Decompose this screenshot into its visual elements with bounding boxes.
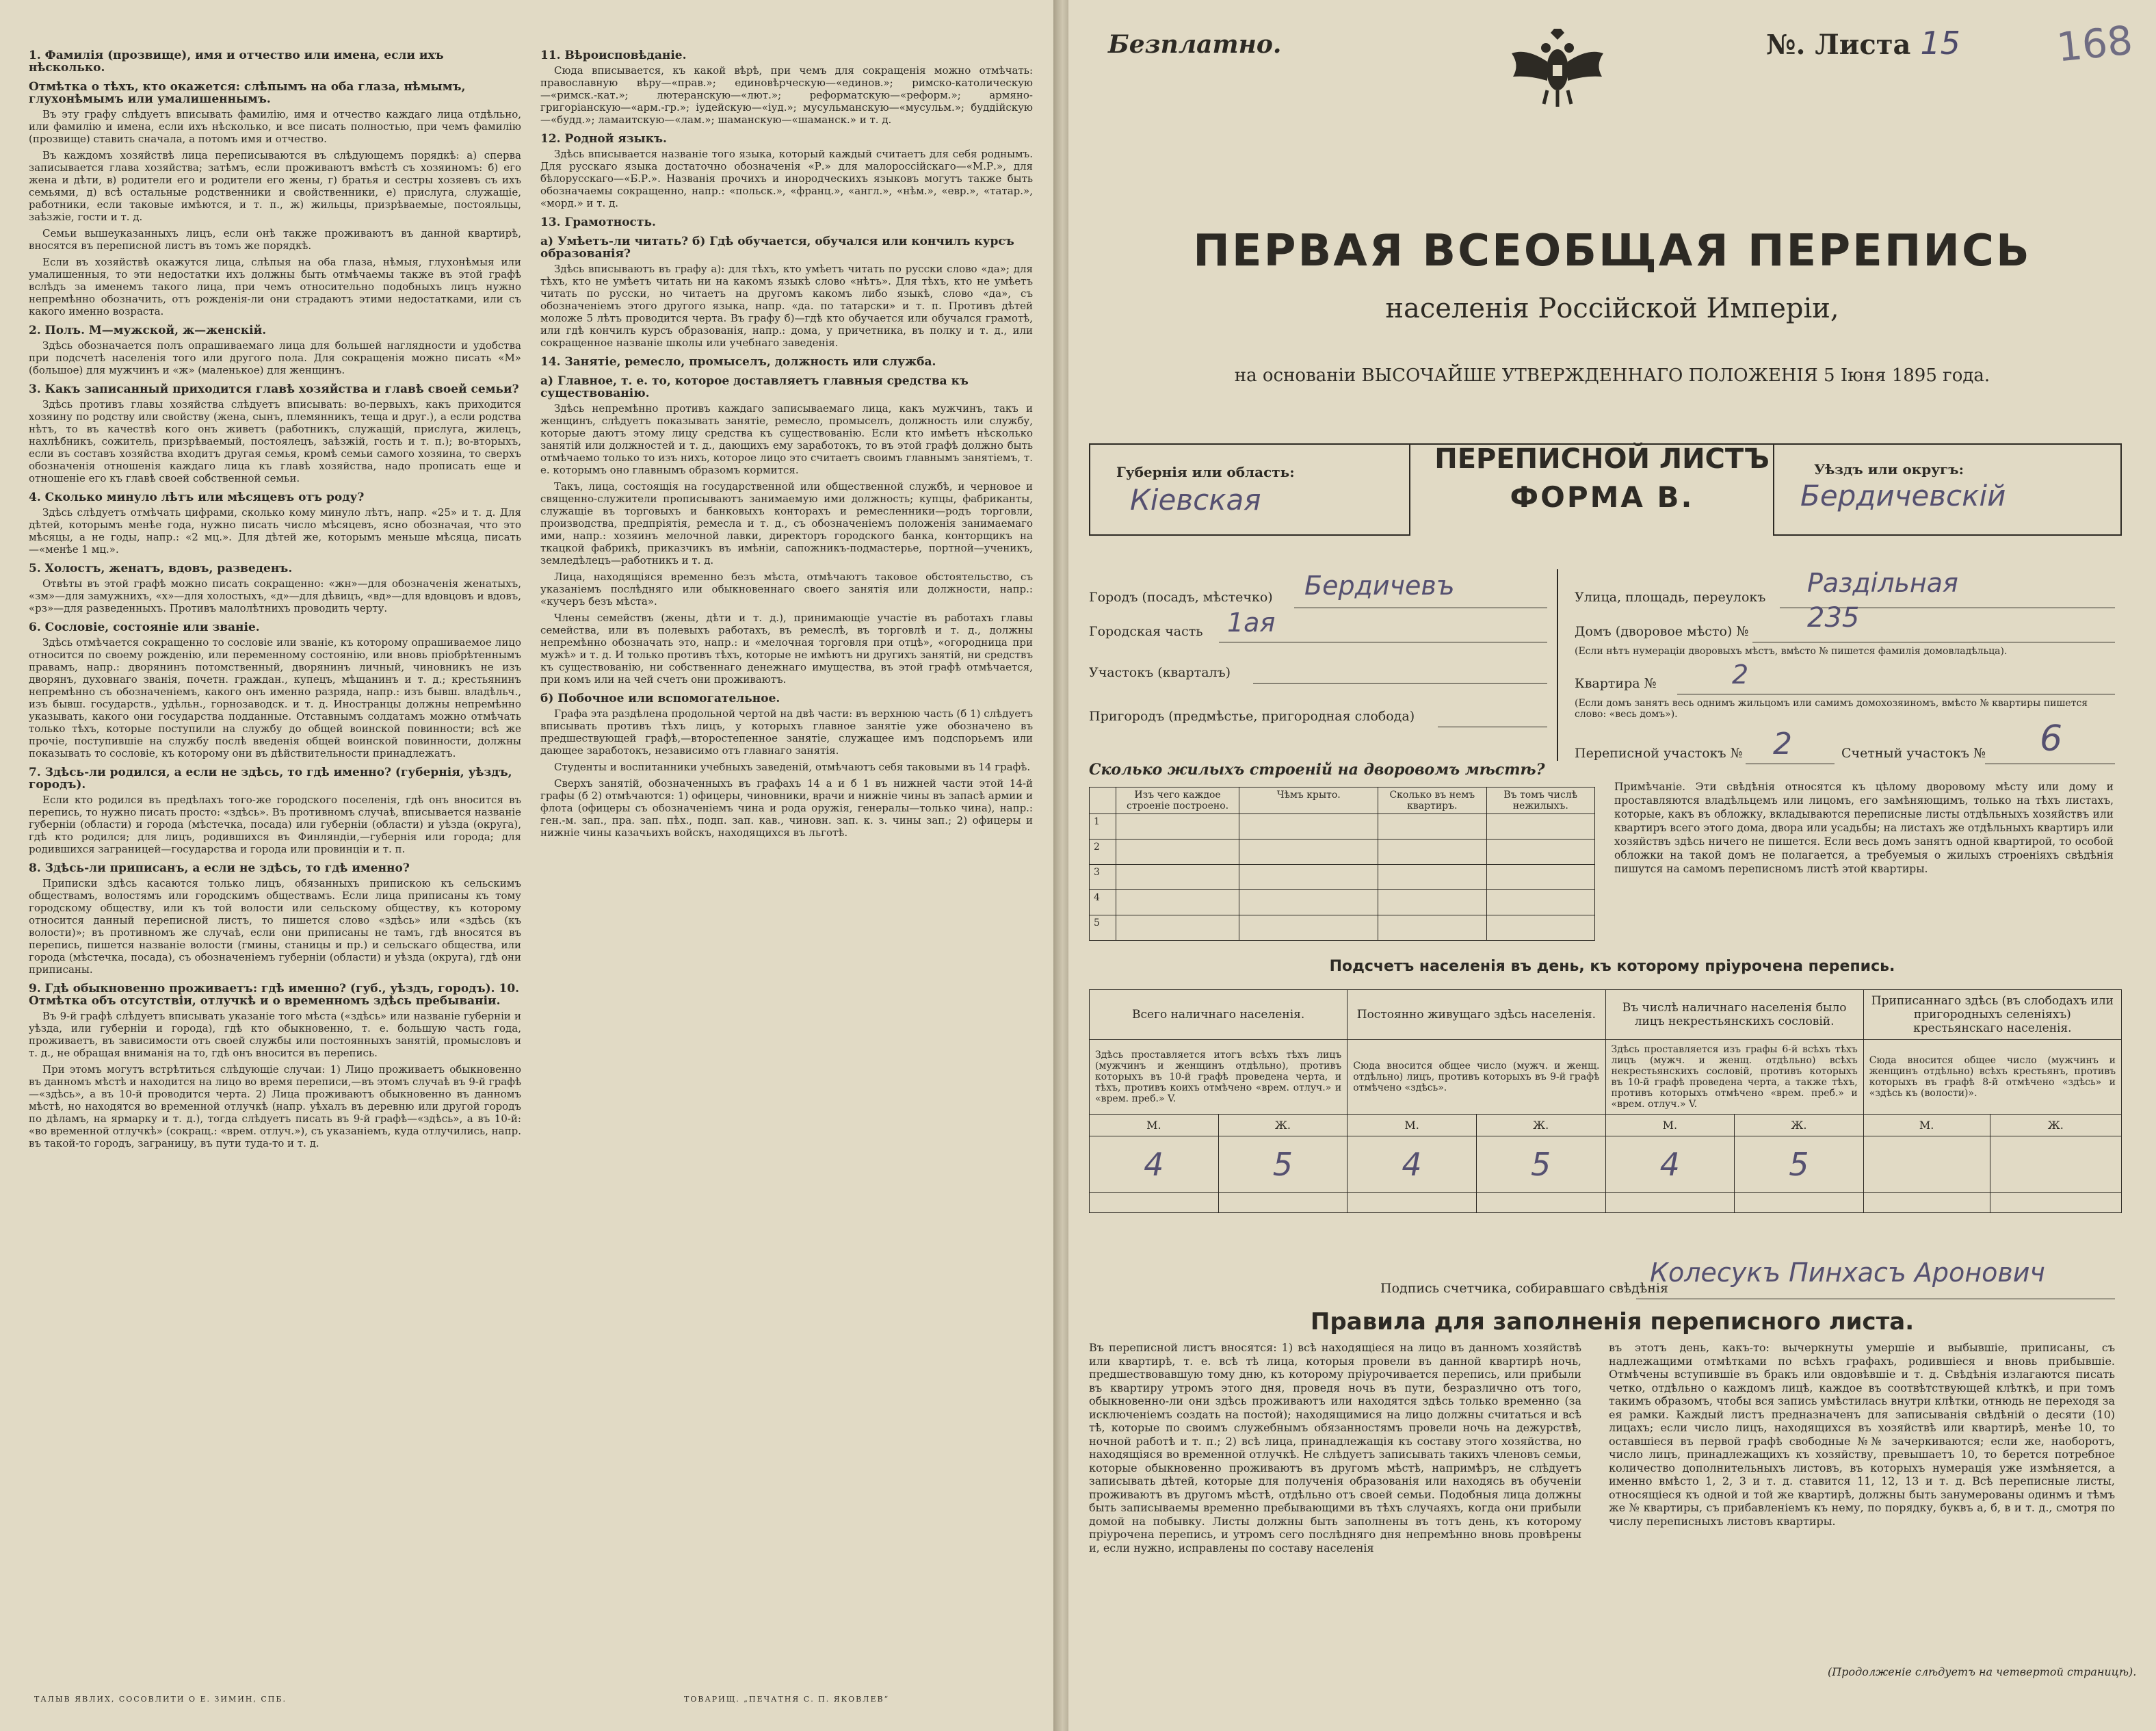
enumerator-signature: Колесукъ Пинхасъ Аронович — [1650, 1258, 2045, 1288]
instruction-heading: Отмѣтка о тѣхъ, кто окажется: слѣпымъ на оба глаза, нѣмымъ, глухонѣмымъ или умалишеннымъ. — [29, 80, 466, 106]
instruction-heading: 6. Сословіе, состояніе или званіе. — [29, 621, 260, 634]
col-female: Ж. — [1735, 1115, 1864, 1136]
sheet-number-value: 15 — [1920, 25, 1960, 62]
instructions-column-2 — [540, 42, 1033, 843]
instruction-paragraph: Студенты и воспитанники учебныхъ заведеній, отмѣчаютъ себя таковыми въ 14 графѣ. — [554, 761, 1031, 773]
col-male: М. — [1863, 1115, 1990, 1136]
chast-value: 1ая — [1227, 608, 1276, 638]
primechanie-note: Примѣчаніе. Эти свѣдѣнія относятся къ цѣлому дворовому мѣсту или дому и проставляются владѣльцемъ или лицомъ, его замѣняющимъ, только на тѣхъ листахъ, которые, какъ въ обложку, вкладываются переписные листы отдѣльныхъ хозяйствъ или квартиръ всего этого дома, двора или усадьбы; на листахъ же отдѣльныхъ квартиръ или хозяйствъ здѣсь ничего не пишется. Если весь домъ занятъ одной квартирой, то особой обложки на такой домъ не полагается, а требуемыя о жилыхъ строеніяхъ свѣдѣнія пишутся на самомъ переписномъ листѣ этой квартиры. — [1614, 781, 2114, 875]
form-title: ПЕРЕПИСНОЙ ЛИСТЪ — [1434, 443, 1770, 475]
instruction-paragraph: Въ 9-й графѣ слѣдуетъ вписывать указаніе того мѣста («здѣсь» или названіе губерніи и уѣзда, или губерніи и города), гдѣ кто обыкновенно, т. е. большую часть года, проживаетъ, въ зависимости отъ своей службы или постоянныхъ занятій, промысловъ и т. д., не обращая вниманія на то, гдѣ онъ вносится въ перепись. — [29, 1010, 521, 1059]
table-row: 1 — [1090, 814, 1595, 840]
kvartira-note: (Если домъ занятъ весь однимъ жильцомъ или самимъ домохозяиномъ, вмѣсто № квартиры пишется слово: «весь домъ»). — [1575, 698, 2088, 720]
instruction-paragraph: Здѣсь вписывается названіе того языка, который каждый считаетъ для себя роднымъ. Для русскаго языка достаточно обозначенія «Р.» для малороссійскаго—«М.Р.», для бѣлорусскаго—«Б.Р.». Названія прочихъ и инородческихъ языковъ могутъ также быть обозначаемы сокращенно, напр.: «польск.», «франц.», «англ.», «нѣм.», «евр.», «татар.», «морд.» и т. д. — [540, 148, 1033, 209]
guberniya-value: Кіевская — [1130, 483, 1261, 517]
printer-imprint-1: ТАЛЫВ ЯВЛИХ, СОСОВЛИТИ О Е. ЗИМИН, СПБ. — [34, 1695, 287, 1704]
count-permanent-female: 5 — [1476, 1136, 1605, 1193]
schet-uchastok-label: Счетный участокъ № — [1841, 746, 1986, 761]
chast-label: Городская часть — [1089, 624, 1203, 639]
gorod-label: Городъ (посадъ, мѣстечко) — [1089, 590, 1273, 605]
double-headed-eagle-emblem — [1506, 27, 1609, 109]
ulica-value: Раздільная — [1807, 568, 1958, 598]
continuation-note: (Продолженіе слѣдуетъ на четвертой страницѣ). — [1828, 1665, 2137, 1678]
table-row: 2 — [1090, 840, 1595, 865]
count-permanent-male: 4 — [1348, 1136, 1477, 1193]
stroenia-question: Сколько жилыхъ строеній на дворовомъ мѣстѣ? — [1089, 761, 1545, 779]
instruction-paragraph: Сверхъ занятій, обозначенныхъ въ графахъ 14 а и б 1 въ нижней части этой 14-й графы (б 2) отмѣчаются: 1) офицеры, чиновники, врачи и нижніе чины въ запасѣ армии и флота (офицеры съ обозначеніемъ чина и рода оружія, генералы—только чина), напр.: ген.-м. зап., пра. зап. пѣх., подп. зап. кав., чиновн. зап. к. з. чины зап.; 2) офицеры и нижніе чины казачьихъ войскъ, находящихся въ льготѣ. — [540, 777, 1033, 839]
gorod-value: Бердичевъ — [1304, 571, 1455, 601]
instruction-heading: 2. Полъ. М—мужской, ж—женскій. — [29, 324, 267, 337]
instruction-paragraph: Здѣсь обозначается полъ опрашиваемаго лица для большей наглядности и удобства при подсчетѣ населенія того или другого пола. Для сокращенія можно писать «М» (большое) для мужчинъ и «ж» (маленькое) для женщинъ. — [29, 339, 521, 376]
count-nonpeasant-male: 4 — [1605, 1136, 1735, 1193]
instruction-heading: 3. Какъ записанный приходится главѣ хозяйства и главѣ своей семьи? — [29, 382, 519, 396]
instruction-paragraph: Приписки здѣсь касаются только лицъ, обязанныхъ припискою къ сельскимъ обществамъ, волостямъ или городскимъ обществамъ. Если лица приписаны къ тому городскому обществу, или къ той волости или сельскому обществу, къ которому относится данный переписной листъ, то пишется слово «здѣсь» или «здѣсь (къ волости)»; въ противномъ же случаѣ, если они приписаны не тамъ, гдѣ вносятся въ перепись, пишется названіе волости (гмины, станицы и пр.) и сельскаго общества, или города (мѣстечка, посада), съ обозначеніемъ губерніи (области) и уѣзда (округа), гдѣ они приписаны. — [29, 877, 521, 976]
count-total-female: 5 — [1218, 1136, 1348, 1193]
instruction-paragraph: Здѣсь противъ главы хозяйства слѣдуетъ вписывать: во-первыхъ, какъ приходится хозяину по родству или свойству (жена, сынъ, племянникъ, теща и друг.), а если родства нѣтъ, то въ качествѣ кого онъ живетъ (работникъ, служащій, прислуга, жилецъ, нахлѣбникъ, сожитель, призрѣваемый, постоялецъ, заѣзжій, гость и т. п.); во-вторыхъ, если въ составъ хозяйства входитъ другая семья, кромѣ семьи самого хозяина, то сверхъ обозначенія отношенія каждаго лица къ главѣ хозяйства, надо прописать еще и отношеніе его къ главѣ своей собственной семьи. — [29, 398, 521, 484]
table-row: 4 — [1090, 890, 1595, 915]
buildings-table — [1089, 787, 1595, 941]
instruction-heading: 4. Сколько минуло лѣтъ или мѣсяцевъ отъ роду? — [29, 491, 365, 504]
count-peasant-female — [1990, 1136, 2121, 1193]
printer-imprint-2: ТОВАРИЩ. „ПЕЧАТНЯ С. П. ЯКОВЛЕВ“ — [684, 1695, 890, 1704]
dom-label: Домъ (дворовое мѣсто) № — [1575, 624, 1749, 639]
col-male: М. — [1090, 1115, 1219, 1136]
count-peasant-male — [1863, 1136, 1990, 1193]
population-count-table — [1089, 989, 2122, 1213]
instruction-paragraph: Здѣсь слѣдуетъ отмѣчать цифрами, сколько кому минуло лѣтъ, напр. «25» и т. д. Для дѣтей, которымъ менѣе года, нужно писать число мѣсяцевъ, ясно обозначая, что это мѣсяцы, а не годы, напр.: «2 мц.». Для дѣтей же, которымъ меньше мѣсяца, писать—«менѣе 1 мц.». — [29, 506, 521, 556]
buildings-col-nonresidential: Въ томъ числѣ нежилыхъ. — [1486, 788, 1594, 814]
instruction-paragraph: Здѣсь вписываютъ въ графу а): для тѣхъ, кто умѣетъ читать по русски слово «да»; для тѣхъ, кто не умѣетъ читать ни на какомъ языкѣ слово «нѣтъ». Для тѣхъ, кто не умѣетъ читать по русски, но читаетъ на другомъ какомъ либо языкѣ, слово «да», съ обозначеніемъ этого другого языка, напр. «да. по татарски» и т. п. Противъ дѣтей моложе 5 лѣтъ проводится черта. Въ графу б)—гдѣ кто обучается или обучался грамотѣ, или гдѣ кончилъ курсъ образованія, напр.: дома, у причетника, въ полку и т. д., или сокращенное названіе школы или учебнаго заведенія. — [540, 263, 1033, 349]
count-total-male: 4 — [1090, 1136, 1219, 1193]
col-female: Ж. — [1476, 1115, 1605, 1136]
instruction-heading: 9. Гдѣ обыкновенно проживаетъ: гдѣ именно? (губ., уѣздъ, городъ). 10. Отмѣтка объ отсутствіи, отлучкѣ и о временномъ здѣсь пребываніи. — [29, 982, 520, 1008]
table-row: 5 — [1090, 915, 1595, 941]
ulica-label: Улица, площадь, переулокъ — [1575, 590, 1766, 605]
count-col-total: Всего наличнаго населенія. — [1090, 990, 1348, 1040]
instruction-heading: б) Побочное или вспомогательное. — [540, 692, 780, 705]
census-title: ПЕРВАЯ ВСЕОБЩАЯ ПЕРЕПИСЬ — [1193, 226, 2032, 276]
instruction-paragraph: Отвѣты въ этой графѣ можно писать сокращенно: «жн»—для обозначенія женатыхъ, «зм»—для замужнихъ, «х»—для холостыхъ, «д»—для дѣвицъ, «вд»—для вдовцовъ и вдовъ, «рз»—для разведенныхъ. Противъ малолѣтнихъ проводить черту. — [29, 577, 521, 614]
count-note-total: Здѣсь проставляется итогъ всѣхъ тѣхъ лицъ (мужчинъ и женщинъ отдѣльно), противъ которыхъ въ 10-й графѣ проведена черта, и тѣхъ, противъ коихъ отмѣчено «врем. отлуч.» и «врем. преб.» V. — [1090, 1040, 1348, 1115]
count-col-nonpeasant: Въ числѣ наличнаго населенія было лицъ некрестьянскихъ сословій. — [1605, 990, 1863, 1040]
count-note-peasant: Сюда вносится общее число (мужчинъ и женщинъ отдѣльно) всѣхъ крестьянъ, противъ которыхъ въ графѣ 8-й отмѣчено «здѣсь» и «здѣсь къ (волости)». — [1863, 1040, 2121, 1115]
instruction-heading: 5. Холостъ, женатъ, вдовъ, разведенъ. — [29, 562, 293, 575]
instructions-column-1 — [29, 42, 521, 1154]
guberniya-label: Губернія или область: — [1116, 464, 1295, 480]
instruction-paragraph: Если въ хозяйствѣ окажутся лица, слѣпыя на оба глаза, нѣмыя, глухонѣмыя или умалишенныя, то эти недостатки ихъ должны быть отмѣчаемы также въ этой графѣ вслѣдъ за именемъ такого лица, при чемъ относительно подобныхъ лицъ нужно непремѣнно обозначить, отъ рожденія-ли они страдаютъ этими недостатками, или съ какого именно возраста. — [29, 256, 521, 317]
instruction-heading: 7. Здѣсь-ли родился, а если не здѣсь, то гдѣ именно? (губернія, уѣздъ, городъ). — [29, 766, 512, 792]
count-note-nonpeasant: Здѣсь проставляется изъ графы 6-й всѣхъ тѣхъ лицъ (мужч. и женщ. отдѣльно) всѣхъ некрестьянскихъ сословій, противъ которыхъ въ 10-й графѣ проведена черта, а также тѣхъ, противъ которыхъ отмѣчено «врем. преб.» и «врем. отлуч.» V. — [1605, 1040, 1863, 1115]
instruction-paragraph: Графа эта раздѣлена продольной чертой на двѣ части: въ верхнюю часть (б 1) слѣдуетъ вписывать противъ тѣхъ лицъ, у которыхъ главное занятіе уже обозначено въ предшествующей графѣ,—второстепенное занятіе, служащее имъ подспорьемъ или дающее заработокъ, независимо отъ главнаго занятія. — [540, 707, 1034, 757]
col-male: М. — [1348, 1115, 1477, 1136]
count-note-permanent: Сюда вносится общее число (мужч. и женщ. отдѣльно) лицъ, противъ которыхъ въ 9-й графѣ отмѣчено «здѣсь». — [1348, 1040, 1605, 1115]
census-legal-basis: на основаніи ВЫСОЧАЙШЕ УТВЕРЖДЕННАГО ПОЛОЖЕНІЯ 5 Іюня 1895 года. — [1234, 365, 1990, 386]
census-form-page — [1068, 0, 2156, 1731]
perep-uchastok-value: 2 — [1773, 727, 1792, 762]
dom-note: (Если нѣтъ нумераціи дворовыхъ мѣстъ, вмѣсто № пишется фамилія домовладѣльца). — [1575, 646, 2008, 657]
instruction-paragraph: Если кто родился въ предѣлахъ того-же городского поселенія, гдѣ онъ вносится въ перепись, то нужно писать просто: «здѣсь». Въ противномъ случаѣ, вписывается названіе губерніи (области) и города (мѣстечка, посада) или губерніи (области) и уѣзда (округа), гдѣ кто родился; для лицъ, родившихся въ Финляндіи,—губернія или города; для родившихся заграницей—государства и города или провинціи и т. п. — [29, 794, 521, 855]
instruction-paragraph: Въ каждомъ хозяйствѣ лица переписываются въ слѣдующемъ порядкѣ: а) сперва записывается глава хозяйства; затѣмъ, если проживаютъ вмѣстѣ съ хозяиномъ: б) его жена и дѣти, в) родители его и родители его жены, г) братья и сестры хозяевъ съ ихъ семьями, д) всѣ остальные родственники и свойственники, е) прислуга, служащіе, работники, если таковые имѣются, и т. п., ж) жильцы, призрѣваемые, постояльцы, заѣзжіе, гости и т. д. — [29, 149, 521, 223]
instruction-paragraph: При этомъ могутъ встрѣтиться слѣдующіе случаи: 1) Лицо проживаетъ обыкновенно въ данномъ мѣстѣ и находится на лицо во время переписи,—въ этомъ случаѣ въ 9-й графѣ—«здѣсь», а въ 10-й проводится черта. 2) Лица проживаютъ обыкновенно въ данномъ мѣстѣ, но находятся во временной отлучкѣ (напр. уѣхалъ въ деревню или другой городъ по дѣламъ, на ярмарку и т. д.), тогда слѣдуетъ писать въ 9-й графѣ—«здѣсь», а въ 10-й: «во временной отлучкѣ» (сокращ.: «врем. отлуч.»), съ указаніемъ, куда отлучились, напр. въ такой-то городъ, заграницу, въ пути туда-то и т. д. — [29, 1063, 521, 1149]
sheet-number-label: №. Листа — [1766, 29, 1911, 61]
instruction-paragraph: Здѣсь отмѣчается сокращенно то сословіе или званіе, къ которому опрашиваемое лицо относится по своему рожденію, или переменному состоянію, или вновь пріобрѣтеннымъ правамъ, напр.: дворянинъ потомственный, дворянинъ личный, чиновникъ не изъ дворянъ, духовнаго званія, почетн. граждан., купецъ, мѣщанинъ и т. д.; крестьянинъ непремѣнно съ обозначеніемъ, какого онъ именно разряда, напр.: изъ бывш. владѣльч., изъ бывш. государств., удѣльн., горнозаводск. и т. д. Иностранцы должны непремѣнно указывать, какого они государства подданные. Отставнымъ солдатамъ можно отмѣчать только тѣхъ, которые поступили на службу до общей воинской повинности; всѣ же прочіе, поступившіе на службу послѣ введенія общей воинской повинности, должны показывать то сословіе, къ которому они въ дѣйствительности принадлежатъ. — [29, 636, 521, 759]
dom-value: 235 — [1807, 602, 1860, 634]
kvartira-label: Квартира № — [1575, 676, 1657, 691]
col-male: М. — [1605, 1115, 1735, 1136]
instruction-paragraph: Лица, находящіяся временно безъ мѣста, отмѣчаютъ таковое обстоятельство, съ указаніемъ послѣдняго или обыкновеннаго своего занятія или должности, напр.: «кучеръ безъ мѣста». — [540, 571, 1033, 608]
count-nonpeasant-female: 5 — [1735, 1136, 1864, 1193]
instruction-heading: 13. Грамотность. — [540, 216, 656, 229]
instruction-heading: 12. Родной языкъ. — [540, 132, 667, 146]
instruction-paragraph: Въ эту графу слѣдуетъ вписывать фамилію, имя и отчество каждаго лица отдѣльно, или фамилію и имена, если ихъ нѣсколько, и все писать полностью, при чемъ фамилію (прозвище) ставить сначала, а потомъ имя и отчество. — [29, 108, 521, 145]
census-subtitle: населенія Россійской Имперіи, — [1385, 293, 1839, 324]
table-row: 3 — [1090, 865, 1595, 890]
buildings-header-row — [1090, 788, 1595, 814]
podschet-title: Подсчетъ населенія въ день, къ которому пріурочена перепись. — [1329, 958, 1895, 975]
sheet-number — [1766, 25, 1960, 62]
buildings-col-apartments: Сколько въ немъ квартиръ. — [1378, 788, 1486, 814]
instruction-heading: 14. Занятіе, ремесло, промыселъ, должность или служба. — [540, 355, 936, 369]
col-female: Ж. — [1218, 1115, 1348, 1136]
signature-label: Подпись счетчика, собиравшаго свѣдѣнія — [1380, 1281, 1668, 1296]
instruction-heading: 11. Вѣроисповѣданіе. — [540, 49, 687, 62]
rules-column-1: Въ переписной листъ вносятся: 1) всѣ находящіеся на лицо въ данномъ хозяйствѣ или квартирѣ, т. е. всѣ тѣ лица, которыя провели въ данной квартирѣ ночь, предшествовавшую тому дню, къ которому пріурочивается перепись, или прибыли въ квартиру утромъ этого дня, проведя ночь въ пути, безразлично отъ того, обыкновенно-ли они здѣсь проживаютъ или находятся здѣсь только временно (за исключеніемъ создать на постой); находящимися на лицо должны считаться и всѣ тѣ, которые по своимъ служебнымъ обязанностямъ провели ночь на дежурствѣ, ночной работѣ и т. п.; 2) всѣ лица, принадлежащія къ составу этого хозяйства, но находящіяся во временной отлучкѣ. Не слѣдуетъ записывать такихъ членовъ семьи, которые обыкновенно проживаютъ въ другомъ мѣстѣ, напримѣръ, не слѣдуетъ записывать дѣтей, которые для полученія образованія или находясь въ обученіи проживаютъ въ другомъ мѣстѣ, отдѣльно отъ своей семьи. Подобныя лица должны быть записываемы временно пребывающими въ тѣхъ случаяхъ, когда они прибыли домой на побывку. Листы должны быть заполнены въ тотъ день, къ которому пріурочена перепись, и утромъ сего послѣдняго дня непремѣнно вновь провѣрены и, если нужно, исправлены по составу населенія — [1089, 1341, 1581, 1554]
uezd-label: Уѣздъ или округъ: — [1814, 461, 1964, 478]
free-label: Безплатно. — [1108, 30, 1282, 59]
buildings-col-material: Изъ чего каждое строеніе построено. — [1116, 788, 1239, 814]
schet-uchastok-value: 6 — [2040, 718, 2063, 759]
kvartira-value: 2 — [1732, 660, 1749, 690]
count-col-peasant: Приписаннаго здѣсь (въ слободахъ или пригородныхъ селеніяхъ) крестьянскаго населенія. — [1863, 990, 2121, 1040]
uezd-value: Бердичевскій — [1800, 479, 2006, 512]
instruction-heading: 8. Здѣсь-ли приписанъ, а если не здѣсь, то гдѣ именно? — [29, 861, 410, 875]
col-female: Ж. — [1990, 1115, 2121, 1136]
address-divider — [1557, 569, 1558, 761]
prigorod-label: Пригородъ (предмѣстье, пригородная слобода) — [1089, 709, 1415, 724]
instruction-heading: а) Умѣетъ-ли читать? б) Гдѣ обучается, обучался или кончилъ курсъ образованія? — [540, 235, 1014, 261]
rules-column-2: въ этотъ день, какъ-то: вычеркнуты умершіе и выбывшіе, приписаны, съ надлежащими отмѣтками по всѣхъ графахъ, родившіеся и вновь прибывшіе. Отмѣчены вступившіе въ бракъ или овдовѣвшіе и т. д. Свѣдѣнія излагаются писать четко, отдѣльно о каждомъ лицѣ, каждое въ соотвѣтствующей клѣткѣ, и при томъ такимъ образомъ, чтобы вся запись умѣстилась внутри клѣтки, отнюдь не переходя за ея рамки. Каждый листъ предназначенъ для записыванія свѣдѣній о десяти (10) лицахъ; если число лицъ, находящихся въ хозяйствѣ или квартирѣ, менѣе 10, то оставшіеся въ первой графѣ свободные №№ зачеркиваются; если же, наоборотъ, число лицъ, принадлежащихъ къ хозяйству, превышаетъ 10, то берется потребное количество дополнительныхъ листовъ, въ которыхъ нумерація уже измѣняется, а именно вмѣсто 1, 2, 3 и т. д. ставится 11, 12, 13 и т. д. Всѣ переписные листы, относящіеся къ одной и той же квартирѣ, должны быть занумерованы одинмъ и тѣмъ же № квартиры, съ прибавленіемъ къ нему, по порядку, буквъ а, б, в и т. д., смотря по числу переписныхъ листовъ квартиры. — [1609, 1341, 2115, 1528]
instruction-paragraph: Сюда вписывается, къ какой вѣрѣ, при чемъ для сокращенія можно отмѣчать: православную вѣру—«прав.»; единовѣрческую—«единов.»; римско-католическую—«римск.-кат.»; лютеранскую—«лют.»; реформатскую—«реформ.»; армяно-григоріанскую—«арм.-гр.»; іудейскую—«іуд.»; мусульманскую—«мусульм.»; буддійскую—«будд.»; ламаитскую—«лам.»; шаманскую—«шаманск.» и т. д. — [540, 64, 1033, 126]
instruction-heading: 1. Фамилія (прозвище), имя и отчество или имена, если ихъ нѣсколько. — [29, 49, 444, 75]
instruction-paragraph: Такъ, лица, состоящія на государственной или общественной службѣ, и черновое и священно-служители прописываютъ занимаемую ими должность; купцы, фабриканты, служащіе въ торговыхъ и банковыхъ конторахъ и ремесленники—родъ торговли, производства, предпріятія, ремесла и т. д., съ обозначеніемъ положенія занимаемаго ими, напр.: хозяинъ мелочной лавки, директоръ городского банка, конторщикъ на ткацкой фабрикѣ, приказчикъ въ имѣніи, сапожникъ-подмастерье, портной—ученикъ, земледѣлецъ—работникъ и т. д. — [540, 480, 1033, 567]
rules-title: Правила для заполненія переписного листа. — [1310, 1308, 1915, 1336]
left-page-instructions — [0, 0, 1059, 1731]
instruction-heading: а) Главное, т. е. то, которое доставляетъ главныя средства къ существованію. — [540, 374, 969, 400]
buildings-col-roof: Чѣмъ крыто. — [1239, 788, 1378, 814]
instruction-paragraph: Члены семействъ (жены, дѣти и т. д.), принимающіе участіе въ работахъ главы семейства, или въ полевыхъ работахъ, въ ремеслѣ, въ торговлѣ и т. д., должны непремѣнно обозначать это, напр.: и «мелочная торговля при отцѣ», «огородница при мужѣ» и т. д. И только противъ тѣхъ, которые не имѣютъ ни другихъ занятій, ни средствъ къ существованію, ни собственнаго денежнаго имущества, въ этой графѣ отмѣчается, при комъ или на чей счетъ они проживаютъ. — [540, 612, 1033, 686]
count-col-permanent: Постоянно живущаго здѣсь населенія. — [1348, 990, 1605, 1040]
archive-page-number: 168 — [2054, 16, 2135, 71]
uchastok-label: Участокъ (кварталъ) — [1089, 665, 1231, 680]
form-letter: ФОРМА В. — [1510, 480, 1694, 514]
perep-uchastok-label: Переписной участокъ № — [1575, 746, 1743, 761]
instruction-paragraph: Семьи вышеуказанныхъ лицъ, если онѣ также проживаютъ въ данной квартирѣ, вносятся въ переписной листъ въ томъ же порядкѣ. — [29, 227, 521, 252]
instruction-paragraph: Здѣсь непремѣнно противъ каждаго записываемаго лица, какъ мужчинъ, такъ и женщинъ, слѣдуетъ показывать занятіе, ремесло, промыселъ, должность или службу, которые даютъ этому лицу средства къ существованію. Если кто имѣетъ нѣсколько занятій или должностей и т. д., дающихъ ему заработокъ, то въ этой графѣ должно быть отмѣчаемо только то изъ нихъ, которое лицо это считаетъ своимъ главнымъ занятіемъ, т. е. которымъ оно главнымъ образомъ кормится. — [540, 402, 1033, 476]
